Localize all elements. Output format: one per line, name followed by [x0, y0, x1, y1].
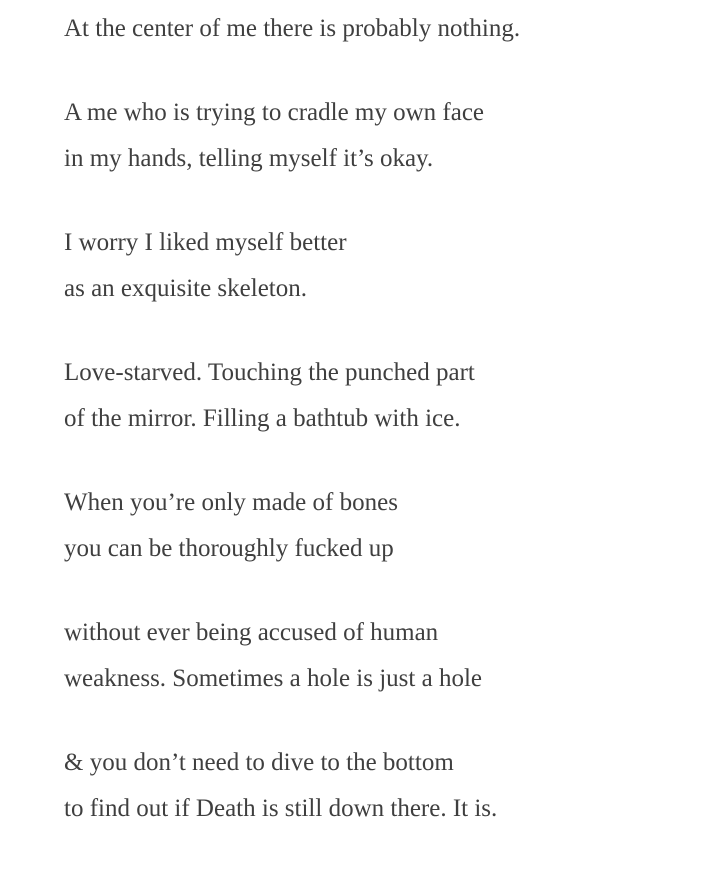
stanza [64, 485, 684, 577]
poem-line: weakness. Sometimes a hole is just a hole [64, 665, 482, 692]
poem-line: A me who is trying to cradle my own face [64, 99, 485, 126]
poem-line: At the center of me there is probably nothing. [64, 15, 521, 42]
stanza [64, 745, 684, 837]
stanza [64, 95, 684, 187]
stanza [64, 355, 684, 447]
stanza [64, 225, 684, 317]
stanza [64, 615, 684, 707]
poem-line: as an exquisite skeleton. [64, 275, 307, 302]
poem-line: I worry I liked myself better [64, 229, 347, 256]
poem-line: & you don’t need to dive to the bottom [64, 749, 454, 776]
poem-line: in my hands, telling myself it’s okay. [64, 145, 434, 172]
poem-line: of the mirror. Filling a bathtub with ice. [64, 405, 461, 432]
poem-line: you can be thoroughly fucked up [64, 535, 394, 562]
poem-line: Love-starved. Touching the punched part [64, 359, 475, 386]
poem-text [64, 11, 684, 875]
poem-line: When you’re only made of bones [64, 489, 398, 516]
poem-line: without ever being accused of human [64, 619, 439, 646]
poem-line: to find out if Death is still down there. It is. [64, 795, 498, 822]
stanza [64, 11, 684, 57]
